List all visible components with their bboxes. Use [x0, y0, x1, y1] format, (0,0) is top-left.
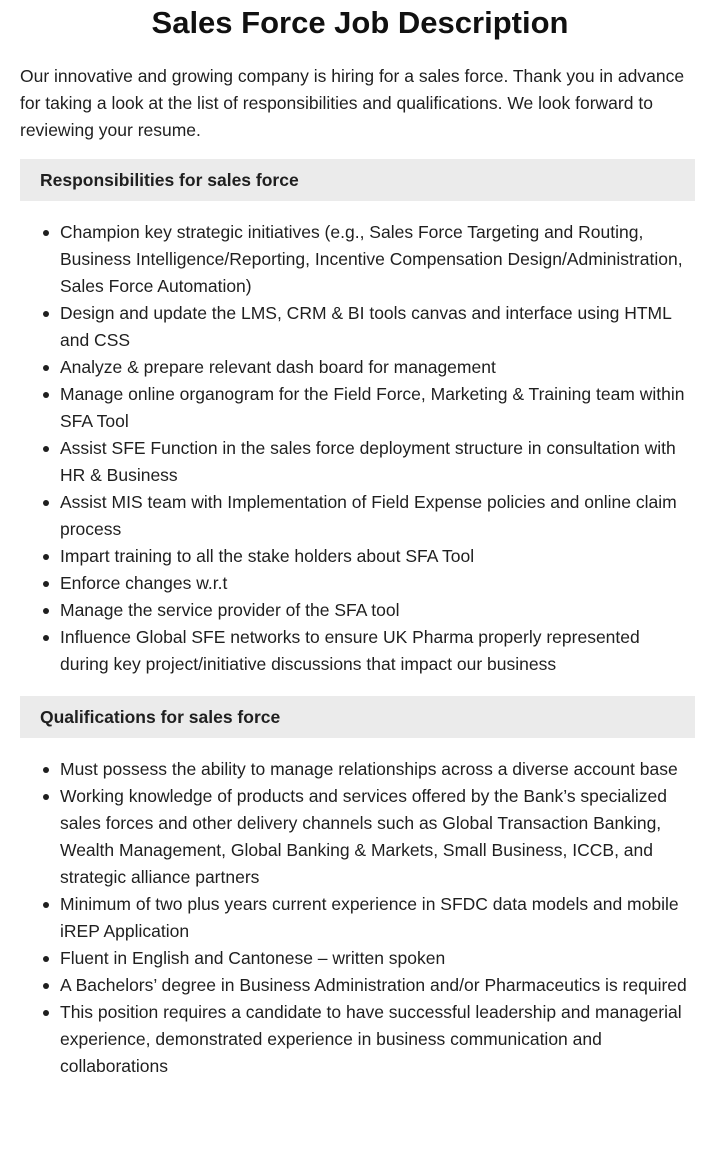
- list-item: Champion key strategic initiatives (e.g., Sales Force Targeting and Routing, Business Intelligence/Reporting, Incentive Compensation Design/Administration, Sales Force Automation): [60, 219, 690, 300]
- list-item: Must possess the ability to manage relationships across a diverse account base: [60, 756, 690, 783]
- list-item: Design and update the LMS, CRM & BI tools canvas and interface using HTML and CSS: [60, 300, 690, 354]
- list-item: Working knowledge of products and services offered by the Bank’s specialized sales forces and other delivery channels such as Global Transaction Banking, Wealth Management, Global Banking & Markets, Small Business, ICCB, and strategic alliance partners: [60, 783, 690, 891]
- list-item: This position requires a candidate to have successful leadership and managerial experience, demonstrated experience in business communication and collaborations: [60, 999, 690, 1080]
- list-item: Manage online organogram for the Field Force, Marketing & Training team within SFA Tool: [60, 381, 690, 435]
- list-item: Manage the service provider of the SFA tool: [60, 597, 690, 624]
- list-item: Minimum of two plus years current experience in SFDC data models and mobile iREP Application: [60, 891, 690, 945]
- list-item: Influence Global SFE networks to ensure UK Pharma properly represented during key project/initiative discussions that impact our business: [60, 624, 690, 678]
- list-item: Assist SFE Function in the sales force deployment structure in consultation with HR & Business: [60, 435, 690, 489]
- list-item: Assist MIS team with Implementation of Field Expense policies and online claim process: [60, 489, 690, 543]
- list-item: A Bachelors’ degree in Business Administration and/or Pharmaceutics is required: [60, 972, 690, 999]
- responsibilities-list: [0, 219, 690, 678]
- list-item: Enforce changes w.r.t: [60, 570, 690, 597]
- list-item: Fluent in English and Cantonese – written spoken: [60, 945, 690, 972]
- list-item: Analyze & prepare relevant dash board for management: [60, 354, 690, 381]
- qualifications-list: [0, 756, 690, 1080]
- page-title: Sales Force Job Description: [151, 5, 569, 40]
- intro-paragraph: Our innovative and growing company is hiring for a sales force. Thank you in advance for taking a look at the list of responsibilities and qualifications. We look forward to reviewing your resume.: [20, 66, 685, 140]
- qualifications-heading: Qualifications for sales force: [20, 696, 695, 738]
- responsibilities-heading: Responsibilities for sales force: [20, 159, 695, 201]
- list-item: Impart training to all the stake holders about SFA Tool: [60, 543, 690, 570]
